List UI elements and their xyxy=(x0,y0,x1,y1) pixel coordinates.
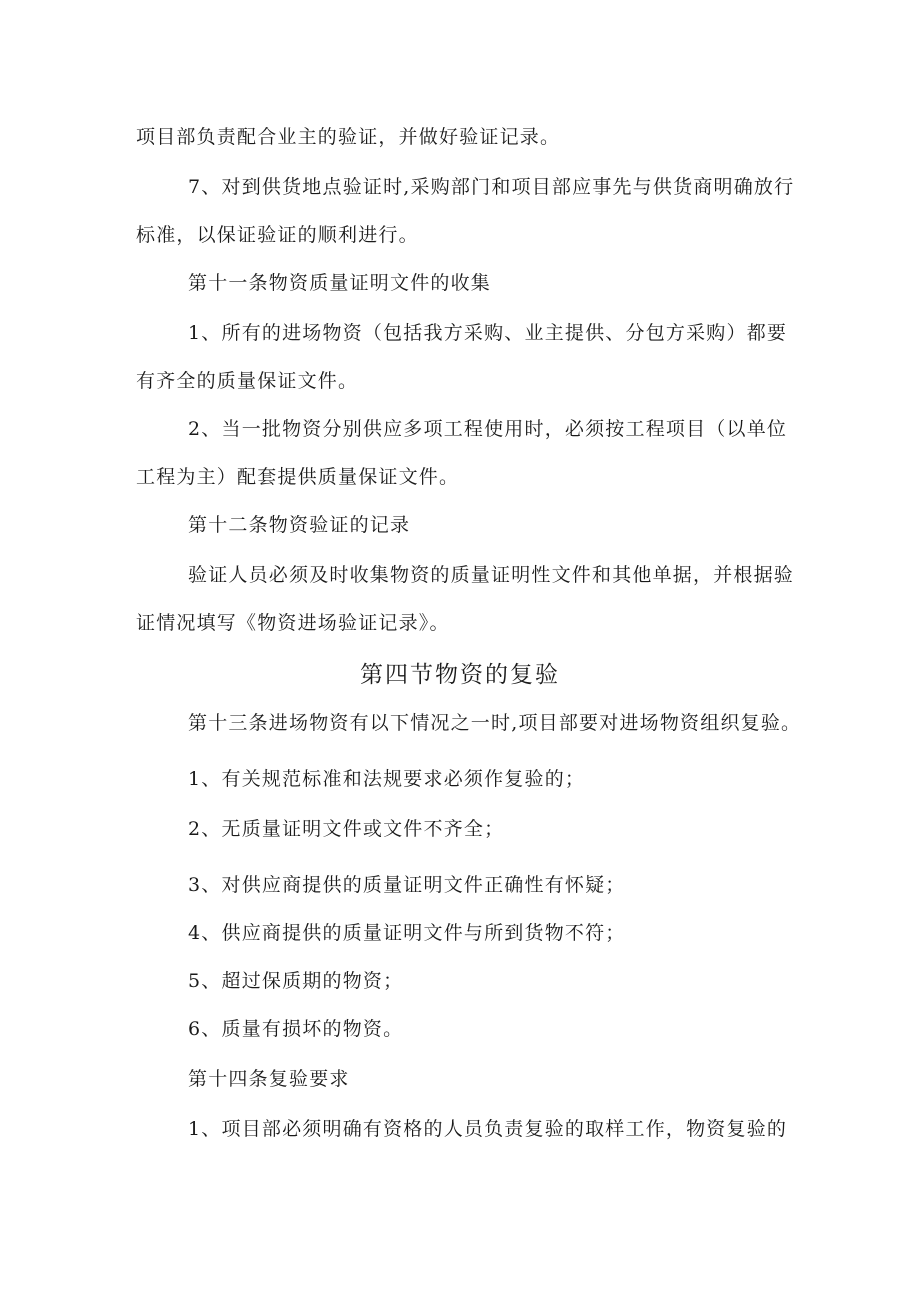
list-item: 4、供应商提供的质量证明文件与所到货物不符； xyxy=(188,922,626,944)
paragraph-line: 工程为主）配套提供质量保证文件。 xyxy=(136,466,460,488)
list-item: 6、质量有损坏的物资。 xyxy=(188,1018,404,1040)
paragraph-line: 证情况填写《物资进场验证记录》。 xyxy=(136,612,450,634)
list-item: 3、对供应商提供的质量证明文件正确性有怀疑； xyxy=(188,874,626,896)
paragraph-line: 验证人员必须及时收集物资的质量证明性文件和其他单据，并根据验 xyxy=(188,564,795,586)
list-item: 1、有关规范标准和法规要求必须作复验的； xyxy=(188,768,586,790)
list-item: 5、超过保质期的物资； xyxy=(188,970,404,992)
paragraph-line: 1、所有的进场物资（包括我方采购、业主提供、分包方采购）都要 xyxy=(188,322,788,344)
section-heading: 第四节物资的复验 xyxy=(360,662,560,688)
article-heading: 第十一条物资质量证明文件的收集 xyxy=(188,272,492,294)
article-heading: 第十四条复验要求 xyxy=(188,1068,350,1090)
list-item: 2、无质量证明文件或文件不齐全； xyxy=(188,818,505,840)
paragraph-line: 有齐全的质量保证文件。 xyxy=(136,370,359,392)
article-heading: 第十三条进场物资有以下情况之一时,项目部要对进场物资组织复验。 xyxy=(188,712,802,734)
paragraph-line: 标准，以保证验证的顺利进行。 xyxy=(136,224,419,246)
paragraph-line: 2、当一批物资分别供应多项工程使用时，必须按工程项目（以单位 xyxy=(188,418,788,440)
paragraph-line: 7、对到供货地点验证时,采购部门和项目部应事先与供货商明确放行 xyxy=(188,176,795,198)
article-heading: 第十二条物资验证的记录 xyxy=(188,514,411,536)
paragraph-line: 1、项目部必须明确有资格的人员负责复验的取样工作，物资复验的 xyxy=(188,1118,788,1140)
paragraph-line: 项目部负责配合业主的验证，并做好验证记录。 xyxy=(136,126,561,148)
